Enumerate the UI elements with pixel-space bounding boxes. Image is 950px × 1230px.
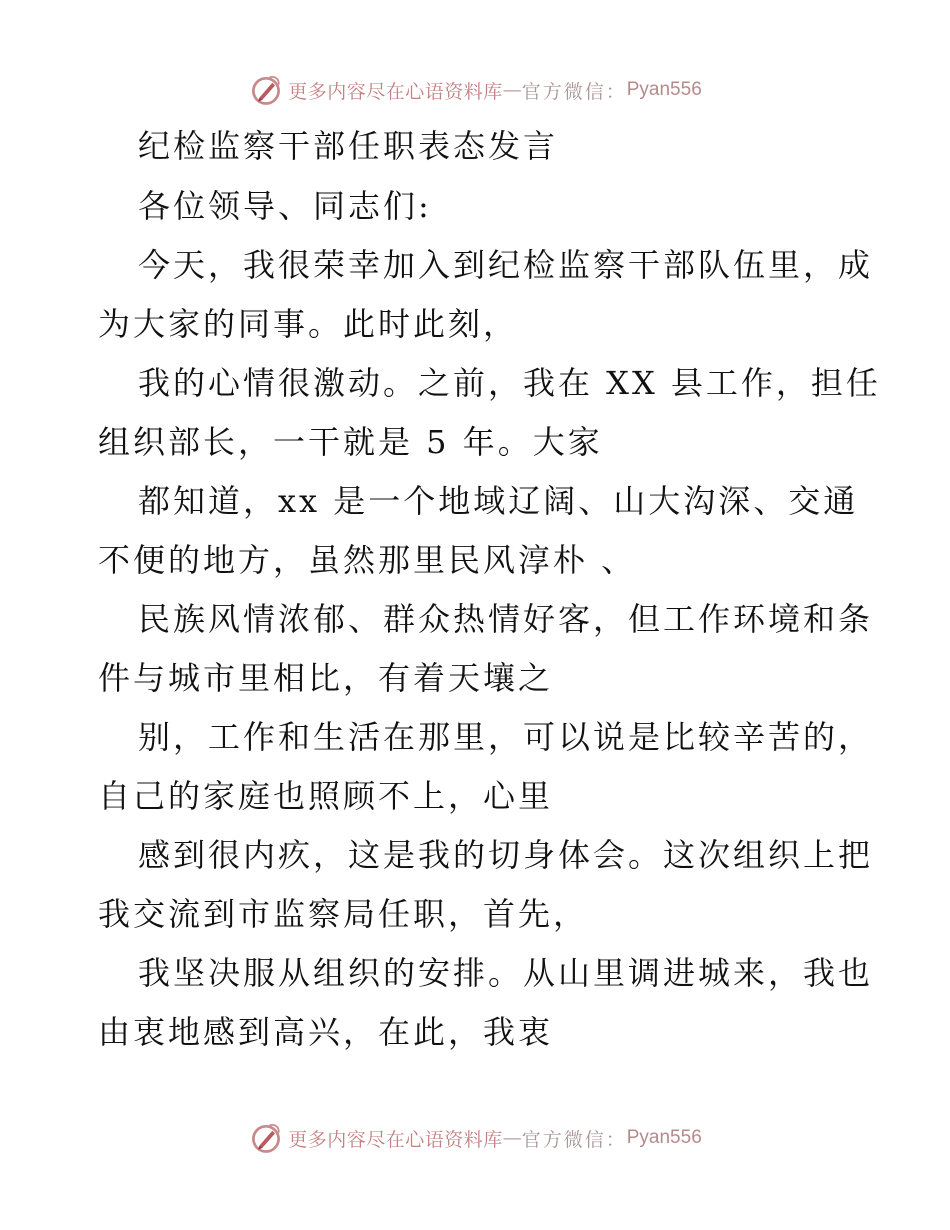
pen-logo-icon (248, 1120, 284, 1156)
header-watermark (0, 70, 950, 110)
paragraph-line: 组织部长，一干就是 5 年。大家 (98, 423, 603, 461)
watermark-wechat-label: 官方微信： (521, 1128, 627, 1151)
pen-logo-icon (248, 72, 284, 108)
paragraph-line: 感到很内疚，这是我的切身体会。这次组织上把 (138, 836, 874, 874)
watermark-wechat-id: Pyan556 (626, 1127, 702, 1148)
watermark-brand: 更多内容尽在心语资料库 (288, 80, 503, 103)
watermark-wechat-id: Pyan556 (626, 79, 702, 100)
paragraph-line: 我坚决服从组织的安排。从山里调进城来，我也 (138, 954, 874, 992)
paragraph-line: 我交流到市监察局任职，首先， (98, 895, 589, 933)
watermark-dash: — (502, 79, 522, 101)
watermark-dash: — (502, 1127, 522, 1149)
paragraph-line: 为大家的同事。此时此刻， (98, 305, 519, 343)
paragraph-line: 都知道，xx 是一个地域辽阔、山大沟深、交通 (138, 482, 859, 520)
paragraph-line: 不便的地方，虽然那里民风淳朴 、 (98, 541, 637, 579)
watermark-brand: 更多内容尽在心语资料库 (288, 1128, 503, 1151)
paragraph-line: 件与城市里相比，有着天壤之 (98, 659, 554, 697)
paragraph-line: 由衷地感到高兴，在此，我衷 (98, 1013, 554, 1051)
footer-watermark (0, 1118, 950, 1158)
paragraph-line: 我的心情很激动。之前，我在 XX 县工作，担任 (138, 364, 881, 402)
paragraph-line: 今天，我很荣幸加入到纪检监察干部队伍里，成 (138, 246, 874, 284)
document-title: 纪检监察干部任职表态发言 (138, 127, 559, 165)
watermark-wechat-label: 官方微信： (521, 80, 627, 103)
paragraph-line: 自己的家庭也照顾不上，心里 (98, 777, 554, 815)
document-salutation: 各位领导、同志们: (138, 187, 432, 225)
paragraph-line: 别，工作和生活在那里，可以说是比较辛苦的， (138, 718, 874, 756)
paragraph-line: 民族风情浓郁、群众热情好客，但工作环境和条 (138, 600, 874, 638)
